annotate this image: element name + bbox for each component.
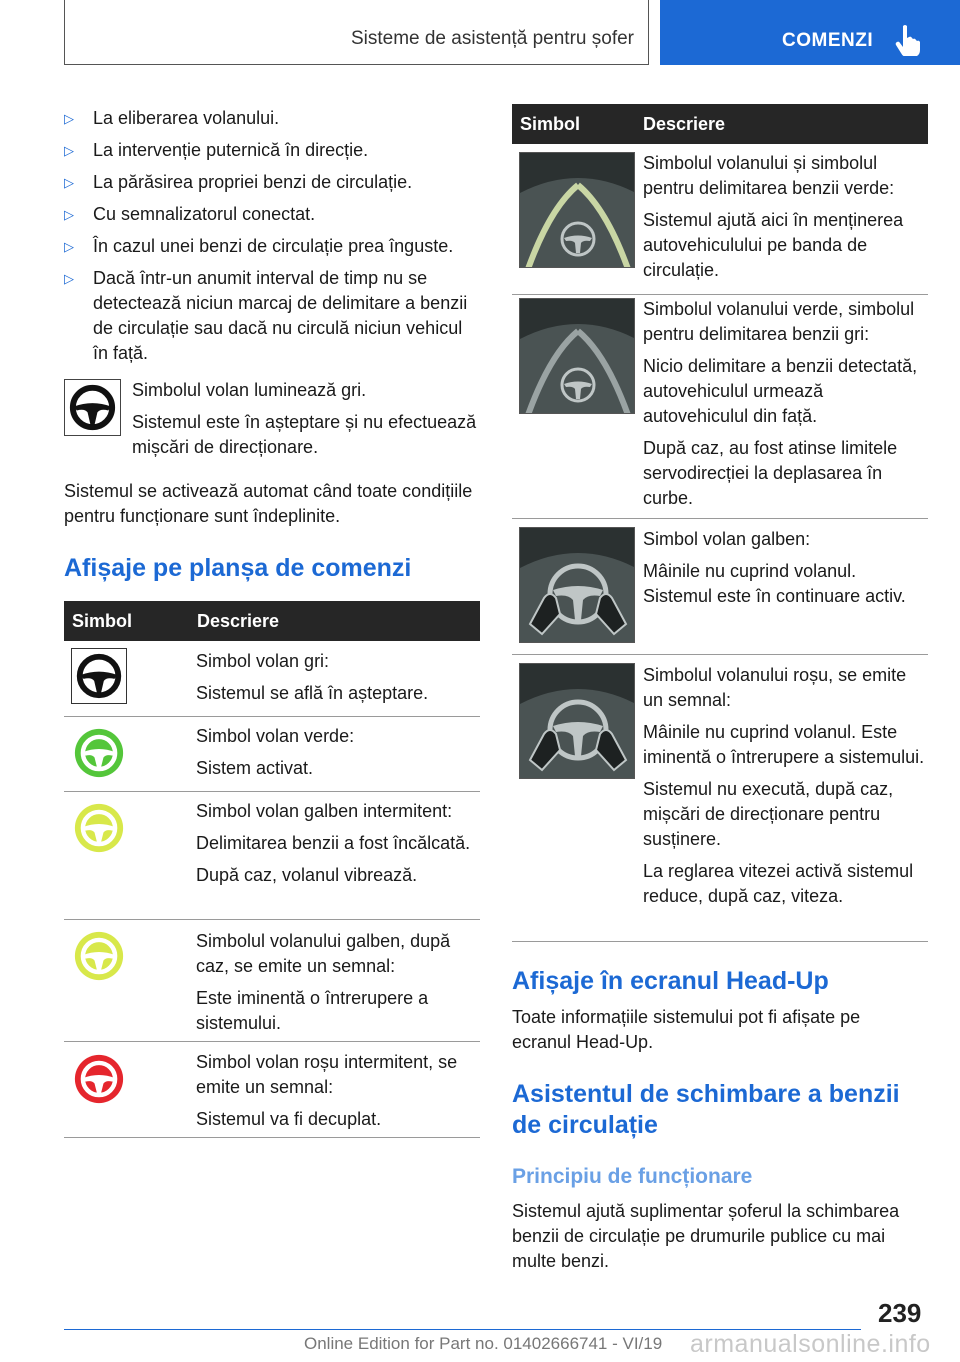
table-header [512,104,928,144]
header-chapter-label: COMENZI [782,30,874,51]
cluster-hands-on-wheel-yellow-icon [519,527,635,643]
steering-wheel-gray-icon [64,379,121,436]
section-heading: Afișaje pe planșa de comenzi [64,554,412,582]
section-heading-lane-change: Asistentul de schimbare a benzii de circulație [512,1080,900,1139]
row-divider [64,1137,480,1138]
header-section-box [64,0,649,65]
triangle-bullet-icon: ▷ [64,207,74,222]
table-header [64,601,480,641]
list-item: ▷ Cu semnalizatorul conectat. [64,202,484,227]
cluster-wheel-green-lanes-icon [519,152,635,268]
row-divider [512,654,928,655]
row-divider [64,1041,480,1042]
paragraph-hud: Toate informațiile sistemului pot fi afișate pe ecranul Head-Up. [512,1007,861,1052]
table-row: Simbol volan galben: Mâinile nu cuprind volanul. Sistemul este în continuare activ. [643,529,906,606]
row-divider [512,941,928,942]
header-section-title: Sisteme de asistență pentru șofer [350,28,634,49]
triangle-bullet-icon: ▷ [64,143,74,158]
list-item: ▷ La intervenție puternică în direcție. [64,138,484,163]
list-item: ▷ Dacă într-un anumit interval de timp nu se detectează niciun marcaj de delimitare a benzii de circulație sau dacă nu circulă niciun vehicul în față. [64,268,468,363]
row-divider [512,294,928,295]
hand-pointer-icon [894,24,924,56]
cluster-wheel-green-gray-lanes-icon [519,298,635,414]
steering-wheel-green-icon [74,728,124,778]
triangle-bullet-icon: ▷ [64,111,74,126]
column-header-symbol: Simbol [72,611,133,631]
table-row: Simbolul volanului roșu, se emite un semnal: Mâinile nu cuprind volanul. Este iminentă o întrerupere a sistemului. Sistemul nu execută, după caz, mișcări de direcționare pentru susținere. La reglarea vitezei activă sistemul reduce, după caz, viteza. [643,665,925,906]
triangle-bullet-icon: ▷ [64,271,74,286]
paragraph-principle: Sistemul ajută suplimentar șoferul la schimbarea benzii de circulație pe drumurile publice cu mai multe benzi. [512,1201,900,1271]
column-header-symbol: Simbol [520,114,581,134]
watermark: armanualsonline.info [690,1330,931,1358]
cluster-hands-on-wheel-red-icon [519,663,635,779]
list-item: ▷ În cazul unei benzi de circulație prea înguste. [64,234,484,259]
steering-wheel-gray-icon [71,648,127,704]
steering-wheel-yellow-icon [74,931,124,981]
table-row: Simbol volan verde: Sistem activat. [196,726,355,778]
section-heading-hud: Afișaje în ecranul Head-Up [512,967,829,995]
table-row: Simbol volan galben intermitent: Delimitarea benzii a fost încălcată. După caz, volanul vibrează. [196,801,471,885]
triangle-bullet-icon: ▷ [64,175,74,190]
steering-wheel-red-icon [74,1054,124,1104]
table-row: Simbol volan roșu intermitent, se emite un semnal: Sistemul va fi decuplat. [196,1052,458,1129]
column-header-description: Descriere [643,114,726,134]
table-row: Simbolul volanului și simbolul pentru delimitarea benzii verde: Sistemul ajută aici în menținerea autovehiculului pe banda de circulație. [643,153,904,280]
triangle-bullet-icon: ▷ [64,239,74,254]
row-divider [64,791,480,792]
list-item: ▷ La eliberarea volanului. [64,106,484,131]
table-row: Simbol volan gri: Sistemul se află în așteptare. [196,651,429,703]
header-chapter-tab[interactable] [660,0,960,65]
icon-note: Simbolul volan luminează gri. Sistemul este în așteptare și nu efectuează mișcări de direcționare. [132,380,477,457]
table-row: Simbolul volanului verde, simbolul pentru delimitarea benzii gri: Nicio delimitare a benzii detectată, autovehiculul urmează autovehiculul din față. După caz, au fost atinse limitele servodirecției la deplasarea în curbe. [643,299,918,508]
subheading-principle: Principiu de funcționare [512,1165,753,1188]
column-header-description: Descriere [197,611,280,631]
list-item: ▷ La părăsirea propriei benzi de circulație. [64,170,484,195]
row-divider [64,919,480,920]
table-row: Simbolul volanului galben, după caz, se emite un semnal: Este iminentă o întrerupere a sistemului. [196,931,451,1033]
footer-edition: Online Edition for Part no. 01402666741 - VI/19 [304,1334,663,1353]
steering-wheel-yellow-flashing-icon [74,803,124,853]
page-number: 239 [878,1298,922,1328]
paragraph: Sistemul se activează automat când toate condițiile pentru funcționare sunt îndeplinite. [64,481,473,526]
row-divider [512,518,928,519]
row-divider [64,716,480,717]
